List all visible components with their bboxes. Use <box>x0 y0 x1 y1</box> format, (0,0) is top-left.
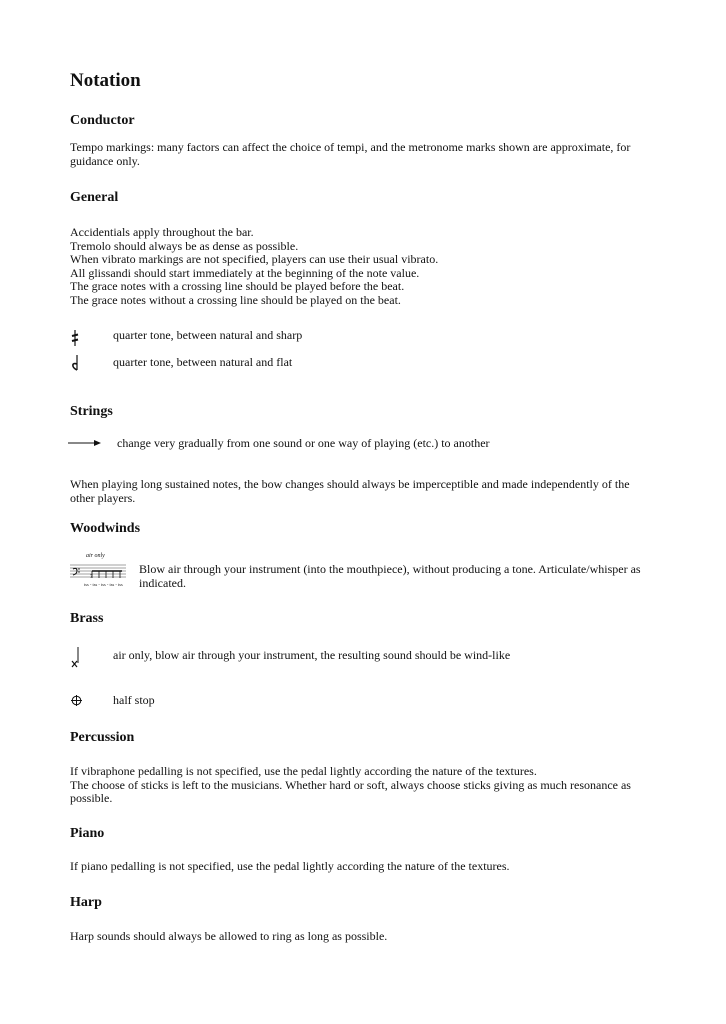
general-text <box>70 226 655 307</box>
woodwinds-text: Blow air through your instrument (into the mouthpiece), without producing a tone. Articulate/whisper as indicated. <box>139 562 641 590</box>
percussion-text <box>70 765 655 806</box>
strings-heading: Strings <box>70 404 113 419</box>
air-only-example-icon <box>68 553 128 589</box>
quarter-sharp-label: quarter tone, between natural and sharp <box>113 328 303 342</box>
x-notehead-icon <box>70 646 82 668</box>
general-line: Accidentials apply throughout the bar. <box>70 225 254 239</box>
air-only-syllables: tss - tss - tss - tss - tss <box>84 582 123 587</box>
percussion-line: The choose of sticks is left to the musicians. Whether hard or soft, always choose sticks giving as much resonance as possible. <box>70 777 631 805</box>
harp-heading: Harp <box>70 895 102 910</box>
svg-text:7: 7 <box>90 575 93 580</box>
quarter-flat-icon <box>70 354 80 372</box>
general-line: The grace notes with a crossing line should be played before the beat. <box>70 279 405 293</box>
half-stop-label: half stop <box>113 693 155 707</box>
woodwinds-heading: Woodwinds <box>70 521 141 536</box>
quarter-flat-label: quarter tone, between natural and flat <box>113 355 293 369</box>
general-line: All glissandi should start immediately at the beginning of the note value. <box>70 265 420 280</box>
percussion-heading: Percussion <box>70 730 135 745</box>
general-line: When vibrato markings are not specified, players can use their usual vibrato. <box>70 252 439 266</box>
harp-text: Harp sounds should always be allowed to ring as long as possible. <box>70 929 388 943</box>
general-heading: General <box>70 190 119 205</box>
conductor-text: Tempo markings: many factors can affect the choice of tempi, and the metronome marks shown are approximate, for guidance only. <box>70 140 631 168</box>
air-only-label: air only, blow air through your instrument, the resulting sound should be wind-like <box>113 648 511 662</box>
piano-heading: Piano <box>70 826 105 841</box>
strings-text: When playing long sustained notes, the bow changes should always be imperceptible and made independently of the other players. <box>70 477 630 505</box>
arrow-right-icon <box>68 438 102 448</box>
quarter-sharp-icon <box>70 329 80 347</box>
strings-arrow-label: change very gradually from one sound or one way of playing (etc.) to another <box>117 436 490 450</box>
conductor-heading: Conductor <box>70 113 135 128</box>
half-stop-icon <box>71 695 82 706</box>
general-line: The grace notes without a crossing line should be played on the beat. <box>70 292 401 307</box>
page-title: Notation <box>70 70 141 91</box>
brass-heading: Brass <box>70 611 104 626</box>
piano-text: If piano pedalling is not specified, use the pedal lightly according the nature of the textures. <box>70 859 510 873</box>
percussion-line: If vibraphone pedalling is not specified, use the pedal lightly according the nature of the textures. <box>70 764 537 778</box>
air-only-caption: air only <box>86 553 105 559</box>
general-line: Tremolo should always be as dense as possible. <box>70 238 299 253</box>
